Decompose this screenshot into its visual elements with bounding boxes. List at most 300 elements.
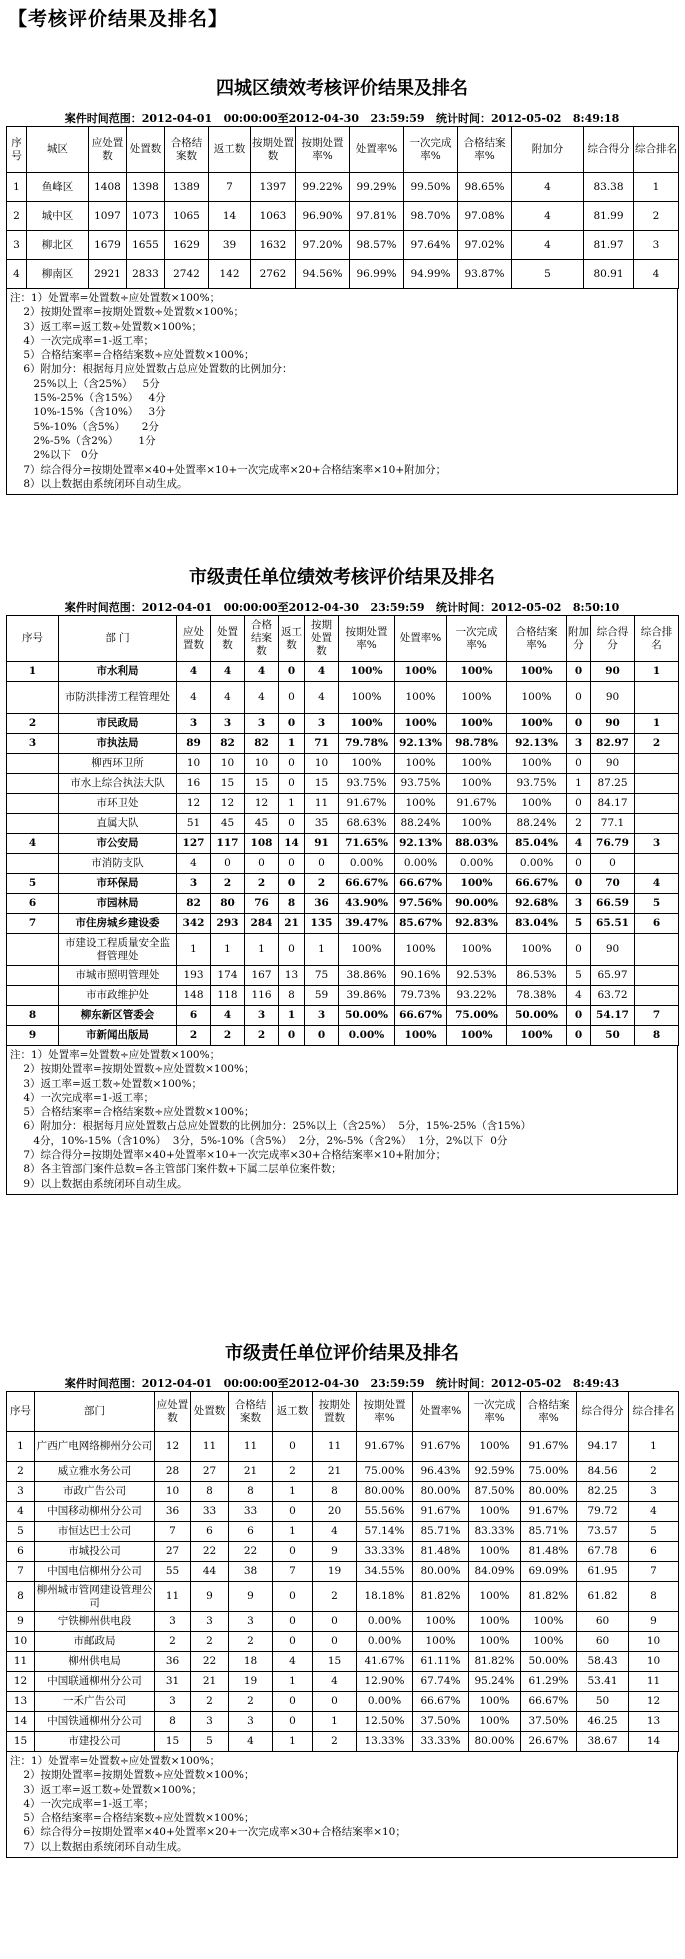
table-cell: 3 <box>191 1612 229 1632</box>
table-cell: 1073 <box>127 202 165 231</box>
table-cell: 100% <box>507 682 567 714</box>
table-cell: 100% <box>447 754 507 774</box>
table-cell: 100% <box>339 714 395 734</box>
note-line: 注：1）处置率=处置数÷应处置数×100%； <box>10 1755 221 1767</box>
table-cell: 53.41 <box>577 1672 629 1692</box>
table-cell: 96.43% <box>413 1462 469 1482</box>
table-cell: 88.24% <box>395 814 447 834</box>
table-cell: 1 <box>273 1482 313 1502</box>
table-row <box>7 1732 679 1752</box>
table-cell: 12 <box>177 794 211 814</box>
table-cell: 市恒达巴士公司 <box>35 1522 155 1542</box>
table-cell: 1 <box>635 662 679 682</box>
table-cell: 5 <box>191 1732 229 1752</box>
table-cell: 4 <box>211 682 245 714</box>
table-cell: 1 <box>629 1432 679 1462</box>
table-cell: 15 <box>7 1732 35 1752</box>
table-cell: 92.59% <box>469 1462 521 1482</box>
table-cell: 10 <box>177 754 211 774</box>
table-row <box>7 1612 679 1632</box>
table-cell: 3 <box>567 734 591 754</box>
table-cell: 3 <box>305 714 339 734</box>
table-cell: 37.50% <box>413 1712 469 1732</box>
table-cell: 柳东新区管委会 <box>59 1006 177 1026</box>
table-cell: 2 <box>7 202 27 231</box>
table-cell: 市执法局 <box>59 734 177 754</box>
table-cell: 0 <box>273 1432 313 1462</box>
table-row <box>7 754 679 774</box>
table-cell: 4 <box>629 1502 679 1522</box>
note-line: 5）合格结案率=合格结案数÷应处置数×100%； <box>10 1812 255 1825</box>
table-cell: 89 <box>177 734 211 754</box>
table-cell: 79.78% <box>339 734 395 754</box>
table-cell: 4 <box>634 260 679 289</box>
table-cell: 60 <box>577 1632 629 1652</box>
table-cell: 市城市照明管理处 <box>59 966 177 986</box>
note-line: 6）附加分：根据每月应处置数占总应处置数的比例加分：25%以上（含25%） 5分，15%-25%（含15%） <box>10 1120 532 1133</box>
table-cell: 11 <box>629 1672 679 1692</box>
table-cell: 2762 <box>251 260 296 289</box>
table-cell: 78.38% <box>507 986 567 1006</box>
table-cell: 38.86% <box>339 966 395 986</box>
table-cell: 6 <box>629 1542 679 1562</box>
table-row <box>7 1672 679 1692</box>
table-cell: 8 <box>279 986 305 1006</box>
table-cell: 4 <box>177 854 211 874</box>
note-line: 4）一次完成率=1-返工率； <box>10 334 155 347</box>
table-cell: 11 <box>313 1432 357 1462</box>
table-cell: 2 <box>7 1462 35 1482</box>
table-cell: 80.00% <box>521 1482 577 1502</box>
note-line: 8）以上数据由系统闭环自动生成。 <box>10 477 188 490</box>
table-cell: 91 <box>305 834 339 854</box>
table-cell: 1679 <box>89 231 127 260</box>
table-cell: 83.33% <box>469 1522 521 1542</box>
note-line: 8）各主管部门案件总数=各主管部门案件数+下属二层单位案件数； <box>10 1163 342 1176</box>
table-cell: 1389 <box>165 173 209 202</box>
table-cell: 4 <box>177 662 211 682</box>
column-header: 合格结案率% <box>458 127 512 173</box>
note-line: 注：1）处置率=处置数÷应处置数×100%； <box>10 1049 221 1061</box>
table-cell: 2 <box>229 1632 273 1652</box>
table-cell: 16 <box>177 774 211 794</box>
table-row <box>7 1632 679 1652</box>
table-cell: 90 <box>591 662 635 682</box>
table-cell: 2 <box>245 1026 279 1046</box>
table-cell: 威立雅水务公司 <box>35 1462 155 1482</box>
table-cell: 97.64% <box>404 231 458 260</box>
section-municipal-units <box>6 563 678 1195</box>
table-cell <box>7 774 59 794</box>
table-cell: 市政广告公司 <box>35 1482 155 1502</box>
table-cell: 36 <box>305 894 339 914</box>
table-cell: 63.72 <box>591 986 635 1006</box>
table-cell: 50.00% <box>521 1652 577 1672</box>
table-cell: 市园林局 <box>59 894 177 914</box>
table-cell: 100% <box>469 1432 521 1462</box>
column-header: 合格结案数 <box>245 616 279 662</box>
table-cell: 0 <box>245 854 279 874</box>
table-cell: 4 <box>512 202 584 231</box>
column-header: 应处置数 <box>155 1392 191 1432</box>
table-row <box>7 1502 679 1522</box>
table-cell: 100% <box>447 934 507 966</box>
table-row <box>7 202 679 231</box>
table-cell: 100% <box>469 1692 521 1712</box>
table-cell: 柳南区 <box>27 260 89 289</box>
note-line: 25%以上（含25%） 5分 <box>10 377 160 390</box>
table-cell: 0.00% <box>507 854 567 874</box>
column-header: 综合得分 <box>584 127 634 173</box>
table-cell: 5 <box>629 1522 679 1542</box>
table-cell: 0 <box>273 1632 313 1652</box>
table-cell: 0 <box>279 854 305 874</box>
table-cell: 20 <box>313 1502 357 1522</box>
table-cell: 91.67% <box>413 1502 469 1522</box>
table-cell: 82.25 <box>577 1482 629 1502</box>
table-cell: 87.50% <box>469 1482 521 1502</box>
table-cell: 1 <box>313 1712 357 1732</box>
companies-results-table <box>6 1391 679 1752</box>
table-cell: 0 <box>273 1502 313 1522</box>
table-cell: 100% <box>447 714 507 734</box>
table-cell: 100% <box>469 1612 521 1632</box>
table-cell: 66.67% <box>395 874 447 894</box>
table-cell: 0 <box>567 714 591 734</box>
table-cell: 118 <box>211 986 245 1006</box>
table-cell: 80.00% <box>413 1482 469 1502</box>
table-cell: 81.82% <box>521 1582 577 1612</box>
table-cell: 100% <box>507 794 567 814</box>
table-cell: 4 <box>273 1652 313 1672</box>
table-cell: 3 <box>567 894 591 914</box>
table-cell: 69.09% <box>521 1562 577 1582</box>
table-cell: 中国铁通柳州分公司 <box>35 1712 155 1732</box>
table-cell: 13.33% <box>357 1732 413 1752</box>
table-cell: 市建设工程质量安全监督管理处 <box>59 934 177 966</box>
note-line: 2）按期处置率=按期处置数÷处置数×100%； <box>10 306 244 319</box>
note-line: 6）综合得分=按期处置率×40+处置率×20+一次完成率×30+合格结案率×10； <box>10 1826 406 1839</box>
table-cell: 100% <box>395 662 447 682</box>
table-cell: 0 <box>305 1026 339 1046</box>
table-cell: 5 <box>567 966 591 986</box>
table-cell: 2 <box>634 202 679 231</box>
table-row <box>7 1652 679 1672</box>
table-cell <box>7 854 59 874</box>
table-row <box>7 662 679 682</box>
table-cell: 81.82% <box>469 1652 521 1672</box>
table-row <box>7 173 679 202</box>
table-cell: 82 <box>177 894 211 914</box>
table-cell: 45 <box>245 814 279 834</box>
table-cell: 7 <box>7 914 59 934</box>
table-cell: 1 <box>279 734 305 754</box>
table-row <box>7 1562 679 1582</box>
table-row <box>7 854 679 874</box>
table-cell: 0.00% <box>339 854 395 874</box>
table-cell: 10 <box>305 754 339 774</box>
table-cell: 66.67% <box>507 874 567 894</box>
table-cell: 100% <box>469 1502 521 1522</box>
table-cell: 100% <box>447 874 507 894</box>
table-cell: 85.71% <box>413 1522 469 1542</box>
table-cell: 0.00% <box>447 854 507 874</box>
table-cell: 21 <box>313 1462 357 1482</box>
table-cell <box>7 814 59 834</box>
table-cell: 100% <box>339 682 395 714</box>
table-cell: 66.59 <box>591 894 635 914</box>
table-cell: 2 <box>191 1692 229 1712</box>
table-cell: 4 <box>229 1732 273 1752</box>
table-cell: 97.81% <box>350 202 404 231</box>
column-header: 城区 <box>27 127 89 173</box>
table-cell: 3 <box>629 1482 679 1502</box>
table-cell: 98.65% <box>458 173 512 202</box>
table-cell: 6 <box>177 1006 211 1026</box>
table-cell: 19 <box>229 1672 273 1692</box>
table-cell: 4 <box>211 1006 245 1026</box>
table-cell: 0 <box>567 682 591 714</box>
district-results-table <box>6 126 679 289</box>
table-cell: 66.67% <box>521 1692 577 1712</box>
table-cell: 75.00% <box>357 1462 413 1482</box>
table-row <box>7 874 679 894</box>
table-cell: 100% <box>469 1712 521 1732</box>
note-line: 2）按期处置率=按期处置数÷应处置数×100%； <box>10 1063 255 1076</box>
table-cell: 11 <box>7 1652 35 1672</box>
column-header: 综合排名 <box>634 127 679 173</box>
table-cell: 0 <box>567 934 591 966</box>
table-row <box>7 1712 679 1732</box>
table-cell: 11 <box>155 1582 191 1612</box>
section-municipal-companies <box>6 1339 678 1858</box>
table-cell: 15 <box>305 774 339 794</box>
table-cell: 39.86% <box>339 986 395 1006</box>
table-cell: 4 <box>512 231 584 260</box>
column-header: 按期处置数 <box>251 127 296 173</box>
table-cell: 34.55% <box>357 1562 413 1582</box>
table-cell <box>635 854 679 874</box>
note-line: 6）附加分：根据每月应处置数占总应处置数的比例加分： <box>10 363 293 376</box>
table-cell: 市消防支队 <box>59 854 177 874</box>
table-cell: 31 <box>155 1672 191 1692</box>
table-cell: 100% <box>469 1632 521 1652</box>
table-cell: 市建投公司 <box>35 1732 155 1752</box>
table-cell: 167 <box>245 966 279 986</box>
table-row <box>7 934 679 966</box>
table-cell: 11 <box>191 1432 229 1462</box>
table-cell: 2 <box>629 1462 679 1482</box>
table-row <box>7 914 679 934</box>
table-cell: 9 <box>7 1612 35 1632</box>
table-cell: 10 <box>629 1632 679 1652</box>
table-cell: 79.73% <box>395 986 447 1006</box>
table-cell: 39.47% <box>339 914 395 934</box>
table-cell: 鱼峰区 <box>27 173 89 202</box>
table-cell: 2 <box>305 874 339 894</box>
table-cell: 92.13% <box>507 734 567 754</box>
table-cell: 1 <box>7 1432 35 1462</box>
table-cell: 4 <box>313 1522 357 1542</box>
table-cell: 65.51 <box>591 914 635 934</box>
table-cell: 12 <box>629 1692 679 1712</box>
section-title: 市级责任单位绩效考核评价结果及排名 <box>189 567 495 588</box>
table-cell: 9 <box>629 1612 679 1632</box>
table-cell: 96.99% <box>350 260 404 289</box>
table-cell: 92.13% <box>395 834 447 854</box>
table-cell: 0 <box>567 754 591 774</box>
table-cell: 0 <box>273 1582 313 1612</box>
table-cell: 93.75% <box>395 774 447 794</box>
table-cell: 90.16% <box>395 966 447 986</box>
column-header: 处置率% <box>350 127 404 173</box>
table-cell: 50.00% <box>507 1006 567 1026</box>
table-cell <box>635 794 679 814</box>
table-cell: 100% <box>339 662 395 682</box>
table-cell: 93.75% <box>507 774 567 794</box>
table-cell: 51 <box>177 814 211 834</box>
municipal-units-results-table <box>6 615 679 1046</box>
table-cell <box>635 966 679 986</box>
table-row <box>7 682 679 714</box>
table-cell: 92.68% <box>507 894 567 914</box>
table-cell <box>635 682 679 714</box>
table-cell: 50 <box>591 1026 635 1046</box>
table-cell: 8 <box>229 1482 273 1502</box>
table-cell: 91.67% <box>357 1432 413 1462</box>
table-cell: 0.00% <box>339 1026 395 1046</box>
note-line: 3）返工率=返工数÷处置数×100%； <box>10 1077 202 1090</box>
table-cell: 100% <box>521 1632 577 1652</box>
table-cell: 14 <box>279 834 305 854</box>
table-cell <box>7 794 59 814</box>
table-cell: 46.25 <box>577 1712 629 1732</box>
table-cell: 81.48% <box>521 1542 577 1562</box>
table-cell: 19 <box>313 1562 357 1582</box>
table-cell: 100% <box>507 714 567 734</box>
table-cell: 12 <box>155 1432 191 1462</box>
table-cell: 90 <box>591 934 635 966</box>
table-cell: 58.43 <box>577 1652 629 1672</box>
table-cell: 12.50% <box>357 1712 413 1732</box>
table-cell: 0 <box>279 754 305 774</box>
table-cell: 2 <box>7 714 59 734</box>
column-header: 返工数 <box>209 127 251 173</box>
table-cell: 3 <box>245 1006 279 1026</box>
table-cell: 5 <box>7 1522 35 1542</box>
table-cell: 0 <box>273 1542 313 1562</box>
table-cell: 一禾广告公司 <box>35 1692 155 1712</box>
table-cell: 13 <box>279 966 305 986</box>
table-cell <box>7 754 59 774</box>
table-cell: 2921 <box>89 260 127 289</box>
table-row <box>7 1522 679 1542</box>
column-header: 应处置数 <box>89 127 127 173</box>
table-cell: 35 <box>305 814 339 834</box>
table-cell: 99.22% <box>296 173 350 202</box>
table-cell: 1408 <box>89 173 127 202</box>
table-cell: 80 <box>211 894 245 914</box>
table-cell: 11 <box>305 794 339 814</box>
table-cell: 1 <box>211 934 245 966</box>
table-cell <box>635 754 679 774</box>
table-cell: 0 <box>313 1632 357 1652</box>
table-cell: 7 <box>273 1562 313 1582</box>
note-line: 7）综合得分=按期处置率×40+处置率×10+一次完成率×30+合格结案率×10+附加分； <box>10 1149 447 1162</box>
table-cell: 33.33% <box>357 1542 413 1562</box>
table-cell: 6 <box>7 894 59 914</box>
table-cell: 0 <box>567 854 591 874</box>
table-cell: 90 <box>591 714 635 734</box>
table-cell: 66.67% <box>413 1692 469 1712</box>
table-cell: 15 <box>313 1652 357 1672</box>
table-cell: 22 <box>191 1652 229 1672</box>
table-cell <box>635 814 679 834</box>
table-cell: 0 <box>279 714 305 734</box>
table-cell: 1 <box>635 714 679 734</box>
table-cell: 1655 <box>127 231 165 260</box>
table-cell: 293 <box>211 914 245 934</box>
table-cell: 93.87% <box>458 260 512 289</box>
table-cell: 84.09% <box>469 1562 521 1582</box>
table-cell <box>7 966 59 986</box>
table-cell: 92.83% <box>447 914 507 934</box>
notes <box>6 1752 678 1858</box>
table-cell <box>635 986 679 1006</box>
table-cell: 55 <box>155 1562 191 1582</box>
note-line: 7）综合得分=按期处置率×40+处置率×10+一次完成率×20+合格结案率×10+附加分； <box>10 463 447 476</box>
table-row <box>7 714 679 734</box>
table-cell: 4 <box>245 682 279 714</box>
column-header: 部门 <box>35 1392 155 1432</box>
table-cell: 4 <box>313 1672 357 1692</box>
table-cell: 中国联通柳州分公司 <box>35 1672 155 1692</box>
table-cell: 0 <box>305 854 339 874</box>
table-row <box>7 834 679 854</box>
table-cell: 1397 <box>251 173 296 202</box>
note-line: 2%-5%（含2%） 1分 <box>10 434 156 447</box>
table-row <box>7 1482 679 1502</box>
table-cell: 4 <box>635 874 679 894</box>
table-cell: 市环卫处 <box>59 794 177 814</box>
column-header: 序号 <box>7 1392 35 1432</box>
table-cell: 13 <box>629 1712 679 1732</box>
column-header: 序号 <box>7 616 59 662</box>
table-cell: 3 <box>7 734 59 754</box>
table-cell: 0 <box>591 854 635 874</box>
table-cell: 100% <box>447 1026 507 1046</box>
table-cell: 0 <box>279 874 305 894</box>
table-cell: 174 <box>211 966 245 986</box>
note-line: 5）合格结案率=合格结案数÷应处置数×100%； <box>10 1106 255 1119</box>
table-cell: 4 <box>177 682 211 714</box>
column-header: 附加分 <box>512 127 584 173</box>
table-cell: 27 <box>191 1462 229 1482</box>
note-line: 4）一次完成率=1-返工率； <box>10 1797 155 1810</box>
table-cell: 0 <box>567 1026 591 1046</box>
table-cell: 85.04% <box>507 834 567 854</box>
table-cell: 2 <box>155 1632 191 1652</box>
note-line: 9）以上数据由系统闭环自动生成。 <box>10 1177 188 1190</box>
table-cell: 3 <box>7 231 27 260</box>
table-cell: 22 <box>229 1542 273 1562</box>
table-cell: 92.53% <box>447 966 507 986</box>
table-cell: 0 <box>273 1712 313 1732</box>
table-cell: 93.22% <box>447 986 507 1006</box>
table-cell: 100% <box>469 1582 521 1612</box>
table-cell: 36 <box>155 1502 191 1522</box>
table-cell: 80.00% <box>357 1482 413 1502</box>
